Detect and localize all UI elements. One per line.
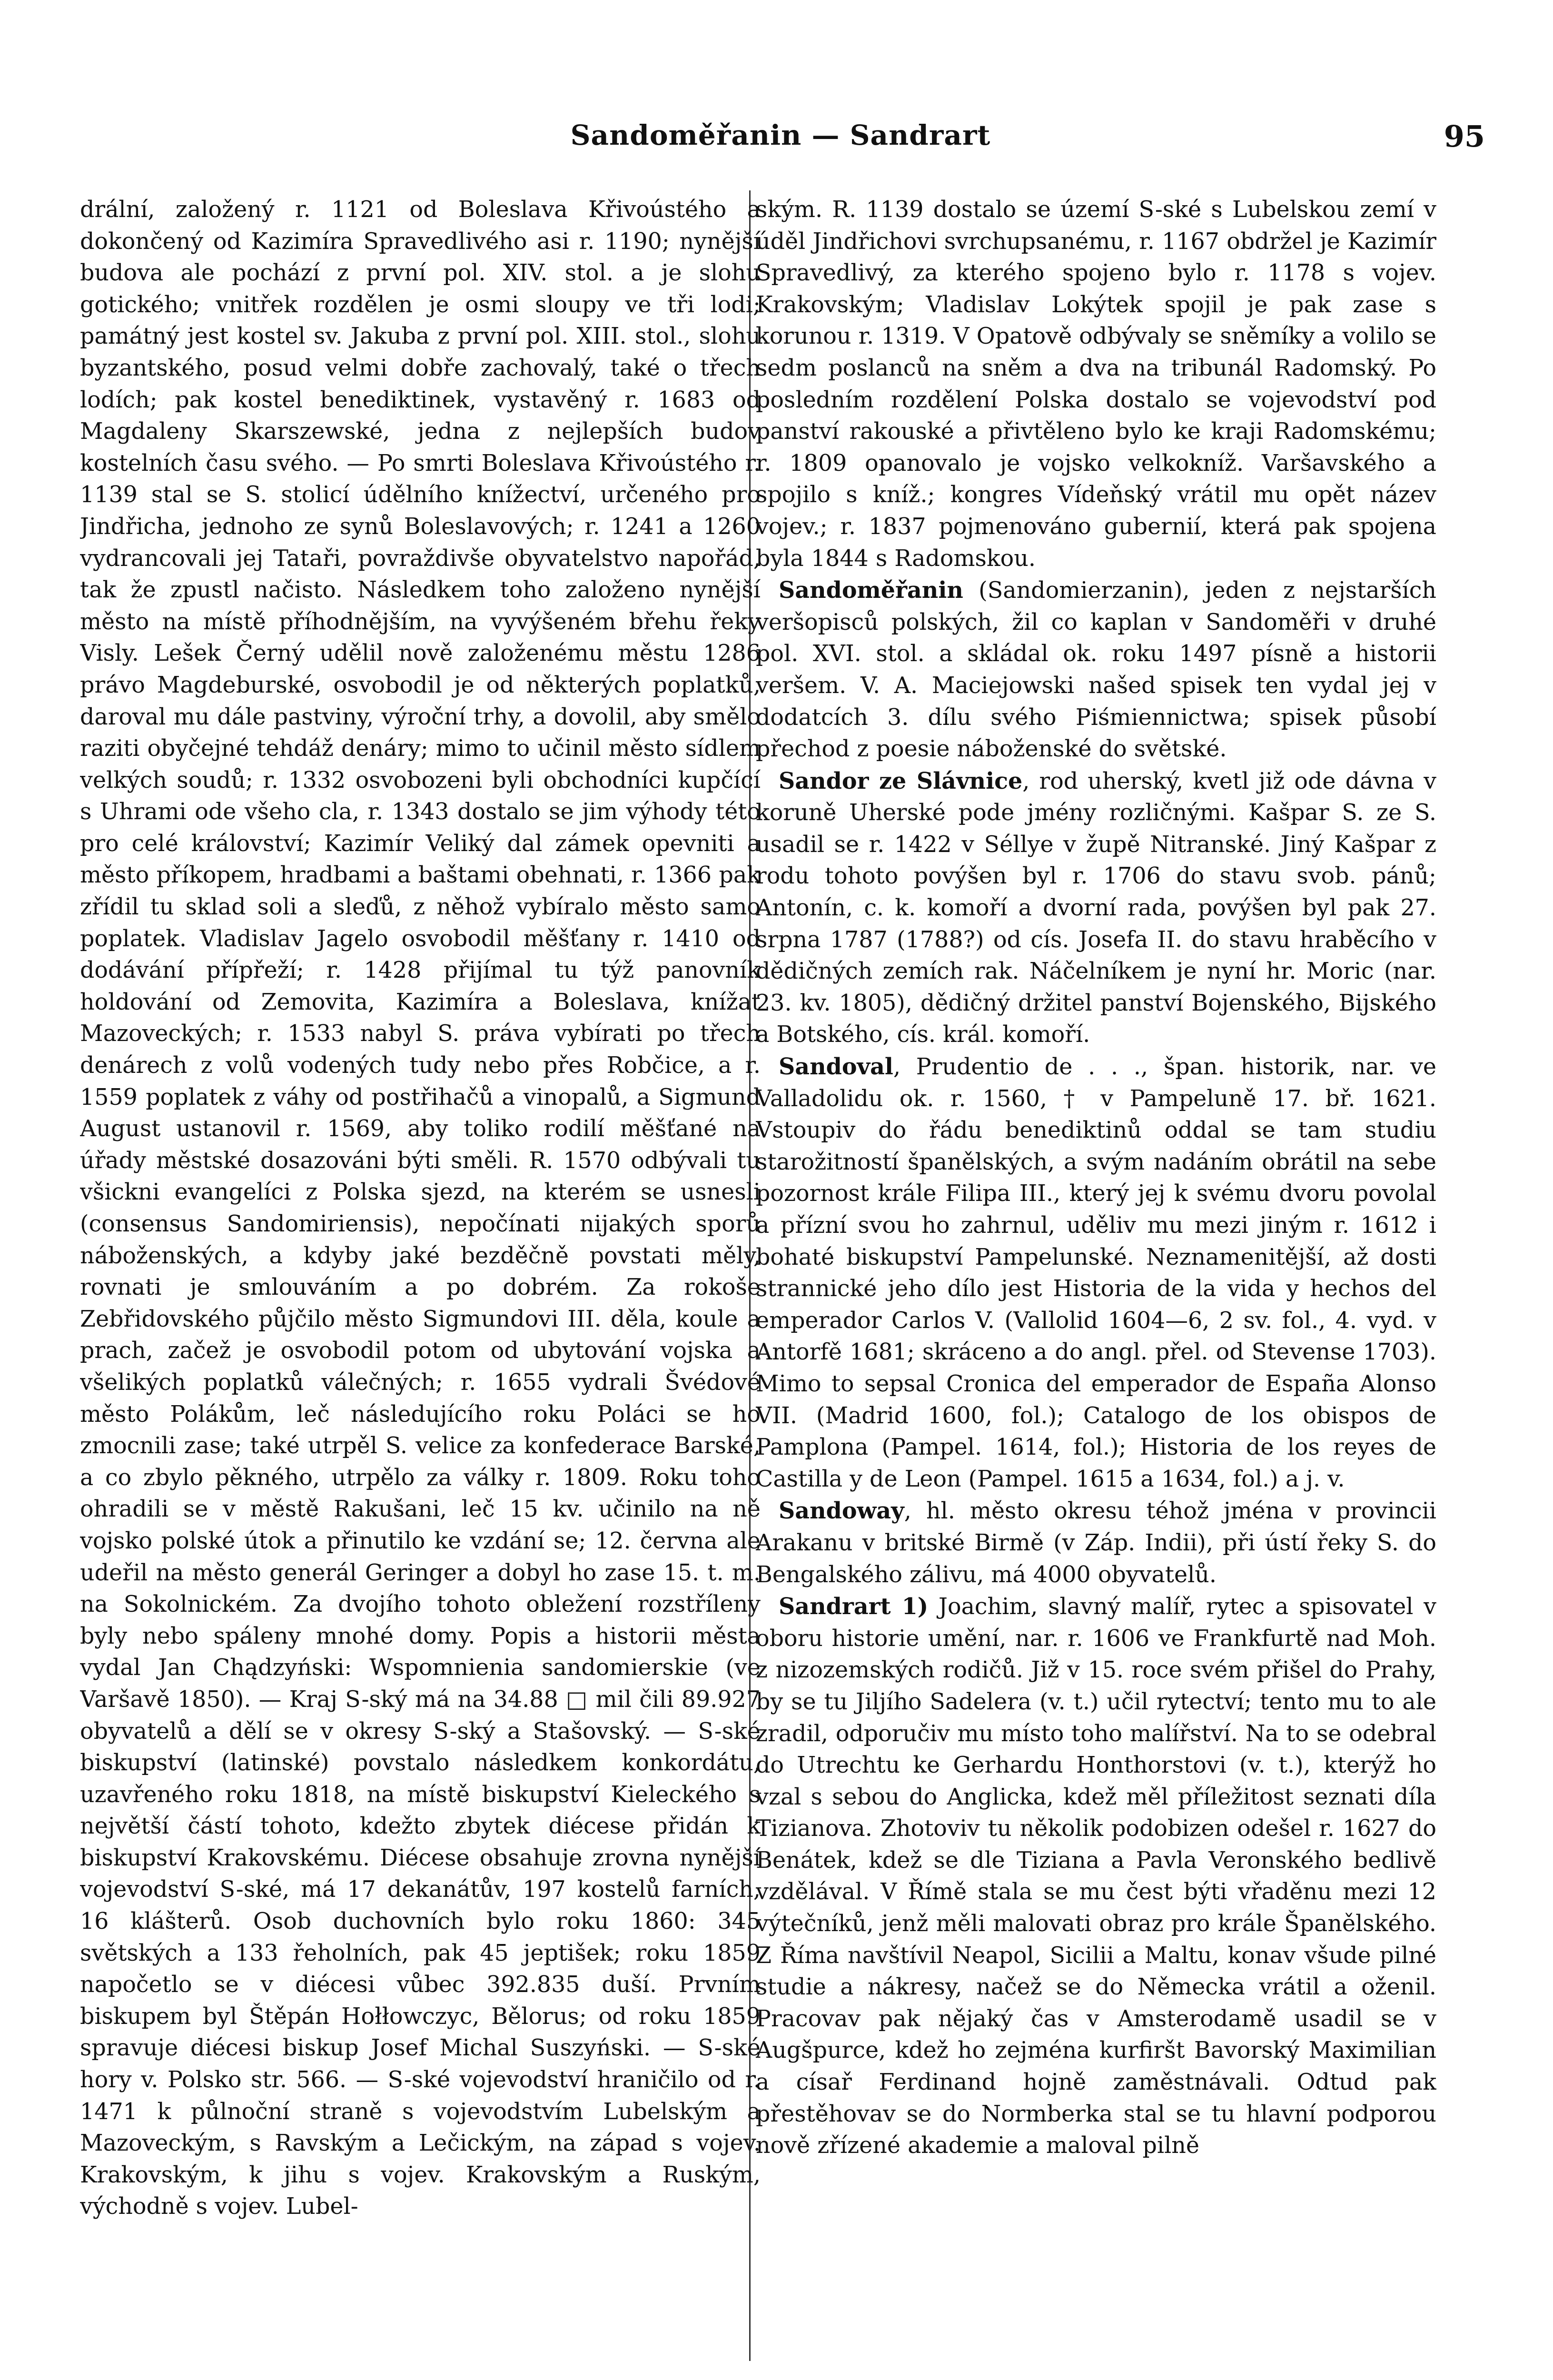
entry-headword: Sandor ze Slávnice [779,767,1023,794]
page-header [76,119,1485,157]
running-head: Sandoměřanin — Sandrart [570,119,991,151]
entry-body: (Sandomierzanin), jeden z nejstarších veršopisců polských, žil co kaplan v Sandoměři v druhé pol. XVI. stol. a skládal ok. roku 1497 písně a historii veršem. V. A. Maciejowski našed spisek ten vydal jej v dodatcích 3. dílu svého Piśmiennictwa; spisek působí přechod z poesie náboženské do světské. [756,577,1436,763]
entry-headword: Sandoměřanin [779,577,963,604]
entry-sandrart [756,1591,1436,2162]
right-column-continuation: ským. R. 1139 dostalo se území S-ské s Lubelskou zemí v úděl Jindřichovi svrchupsanému, r. 1167 obdržel je Kazimír Spravedlivý, za kterého spojeno bylo r. 1178 s vojev. Krakovským; Vladislav Lokýtek spojil je pak zase s korunou r. 1319. V Opatově odbývaly se sněmíky a volilo se sedm poslanců na sněm a dva na tribunál Radomský. Po posledním rozdělení Polska dostalo se vojevodství pod panství rakouské a přivtěleno bylo ke kraji Radomskému; r. 1809 opanovalo je vojsko velkokníž. Varšavského a spojilo s kníž.; kongres Vídeňský vrátil mu opět název vojev.; r. 1837 pojmenováno gubernií, která pak spojena byla 1844 s Radomskou. [756,197,1436,572]
entry-sandomeranin [756,575,1436,765]
entry-body: , Prudentio de . . ., špan. historik, nar. ve Valladolidu ok. r. 1560, † v Pampeluně 17. bř. 1621. Vstoupiv do řádu benediktinů oddal se tam studiu starožitností španělských, a svým nadáním obrátil na sebe pozornost krále Filipa III., který jej k svému dvoru povolal a přízní svou ho zahrnul, uděliv mu mezi jiným r. 1612 i bohaté biskupství Pampelunské. Neznamenitější, až dosti strannické jeho dílo jest Historia de la vida y hechos del emperador Carlos V. (Vallolid 1604—6, 2 sv. fol., 4. vyd. v Antorfě 1681; skráceno a do angl. přel. od Stevense 1703). Mimo to sepsal Cronica del emperador de España Alonso VII. (Madrid 1600, fol.); Catalogo de los obispos de Pamplona (Pampel. 1614, fol.); Historia de los reyes de Castilla y de Leon (Pampel. 1615 a 1634, fol.) a j. v. [756,1054,1436,1492]
entry-body: , rod uherský, kvetl již ode dávna v koruně Uherské pode jmény rozličnými. Kašpar S. ze S. usadil se r. 1422 v Séllye v župě Nitranské. Jiný Kašpar z rodu tohoto povýšen byl r. 1706 do stavu svob. pánů; Antonín, c. k. komoří a dvorní rada, povýšen byl pak 27. srpna 1787 (1788?) od cís. Josefa II. do stavu hraběcího v dědičných zemích rak. Náčelníkem je nyní hr. Moric (nar. 23. kv. 1805), dědičný držitel panství Bojenského, Bijského a Botského, cís. král. komoří. [756,768,1436,1048]
entry-sandor-ze-slavnice [756,765,1436,1051]
entry-headword: Sandrart 1) [779,1593,929,1620]
entry-body: Joachim, slavný malíř, rytec a spisovatel v oboru historie umění, nar. r. 1606 ve Frankfurtě nad Moh. z nizozemských rodičů. Již v 15. roce svém přišel do Prahy, by se tu Jiljího Sadelera (v. t.) učil rytectví; tento mu to ale zradil, odporučiv mu místo toho malířství. Na to se odebral do Utrechtu ke Gerhardu Honthorstovi (v. t.), kterýž ho vzal s sebou do Anglicka, kdež měl příležitost seznati díla Tizianova. Zhotoviv tu několik podobizen odešel r. 1627 do Benátek, kdež se dle Tiziana a Pavla Veronského bedlivě vzdělával. V Římě stala se mu čest býti vřaděnu mezi 12 výtečníků, jenž měli malovati obraz pro krále Španělského. Z Říma navštívil Neapol, Sicilii a Maltu, konav všude pilné studie a nákresy, načež se do Německa vrátil a oženil. Pracovav pak nějaký čas v Amsterodamě usadil se v Augšpurce, kdež ho zejména kurfiršt Bavorský Maximilian a císař Ferdinand hojně zaměstnávali. Odtud pak přestěhovav se do Normberka stal se tu hlavní podporou nově zřízené akademie a maloval pilně [756,1594,1436,2159]
entry-body: , hl. město okresu téhož jména v provincii Arakanu v britské Birmě (v Záp. Indii), při ústí řeky S. do Bengalského zálivu, má 4000 obyvatelů. [756,1498,1436,1588]
entry-headword: Sandoval [779,1053,893,1081]
entry-sandoval [756,1051,1436,1495]
left-column-text: drální, založený r. 1121 od Boleslava Křivoústého a dokončený od Kazimíra Spravedlivého asi r. 1190; nynější budova ale pochází z první pol. XIV. stol. a je slohu gotického; vnitřek rozdělen je osmi sloupy ve tři lodi; památný jest kostel sv. Jakuba z první pol. XIII. stol., slohu byzantského, posud velmi dobře zachovalý, také o třech lodích; pak kostel benediktinek, vystavěný r. 1683 od Magdaleny Skarszewské, jedna z nejlepších budov kostelních času svého. — Po smrti Boleslava Křivoústého r. 1139 stal se S. stolicí údělního knížectví, určeného pro Jindřicha, jednoho ze synů Boleslavových; r. 1241 a 1260 vydrancovali jej Tataři, povraždivše obyvatelstvo napořád, tak že zpustl načisto. Následkem toho založeno nynější město na místě příhodnějším, na vyvýšeném břehu řeky Visly. Lešek Černý udělil nově založenému městu 1286 právo Magdeburské, osvobodil je od některých poplatků, daroval mu dále pastviny, výroční trhy, a dovolil, aby smělo raziti obyčejné tehdáž denáry; mimo to učinil město sídlem velkých soudů; r. 1332 osvobozeni byli obchodníci kupčící s Uhrami ode všeho cla, r. 1343 dostalo se jim výhody této pro celé království; Kazimír Veliký dal zámek opevniti a město příkopem, hradbami a baštami obehnati, r. 1366 pak zřídil tu sklad soli a sleďů, z něhož vybíralo město samo poplatek. Vladislav Jagelo osvobodil měšťany r. 1410 od dodávání přípřeží; r. 1428 přijímal tu týž panovník holdování od Zemovita, Kazimíra a Boleslava, knížat Mazoveckých; r. 1533 nabyl S. práva vybírati po třech denárech z volů vodených tudy nebo přes Robčice, a r. 1559 poplatek z váhy od postřihačů a vinopalů, a Sigmund August ustanovil r. 1569, aby toliko rodilí měšťané na úřady městské dosazováni býti směli. R. 1570 odbývali tu všickni evangelíci z Polska sjezd, na kterém se usnesli (consensus Sandomiriensis), nepočínati nijakých sporů náboženských, a kdyby jaké bezděčně povstati měly, rovnati je smlouváním a po dobrém. Za rokoše Zebřidovského půjčilo město Sigmundovi III. děla, koule a prach, začež je osvobodil potom od ubytování vojska a všelikých poplatků válečných; r. 1655 vydrali Švédové město Polákům, leč následujícího roku Poláci se ho zmocnili zase; také utrpěl S. velice za konfederace Barské, a co zbylo pěkného, utrpělo za války r. 1809. Roku toho ohradili se v městě Rakušani, leč 15 kv. učinilo na ně vojsko polské útok a přinutilo ke vzdání se; 12. června ale udeřil na město generál Geringer a dobyl ho zase 15. t. m. na Sokolnickém. Za dvojího tohoto obležení rozstříleny byly nebo spáleny mnohé domy. Popis a historii města vydal Jan Chądzyński: Wspomnienia sandomierskie (ve Varšavě 1850). — Kraj S-ský má na 34.88 □ mil čili 89.927 obyvatelů a dělí se v okresy S-ský a Stašovský. — S-ské biskupství (latinské) povstalo následkem konkordátu, uzavřeného roku 1818, na místě biskupství Kieleckého s největší částí tohoto, kdežto zbytek diécese přidán k biskupství Krakovskému. Diécese obsahuje zrovna nynější vojevodství S-ské, má 17 dekanátův, 197 kostelů farních, 16 klášterů. Osob duchovních bylo roku 1860: 345 světských a 133 řeholních, pak 45 jeptišek; roku 1859 napočetlo se v diécesi vůbec 392.835 duší. Prvním biskupem byl Štěpán Hołłowczyc, Bělorus; od roku 1859 spravuje diécesi biskup Josef Michal Suszyński. — S-ské hory v. Polsko str. 566. — S-ské vojevodství hraničilo od r. 1471 k půlnoční straně s vojevodstvím Lubelským a Mazoveckým, s Ravským a Lečickým, na západ s vojev. Krakovským, k jihu s vojev. Krakovským a Ruským, východně s vojev. Lubel- [80,197,761,2220]
right-column [756,194,1436,2374]
entry-sandoway [756,1495,1436,1591]
entry-headword: Sandoway [779,1497,904,1525]
left-column [80,194,761,2374]
page-number: 95 [1444,119,1485,154]
